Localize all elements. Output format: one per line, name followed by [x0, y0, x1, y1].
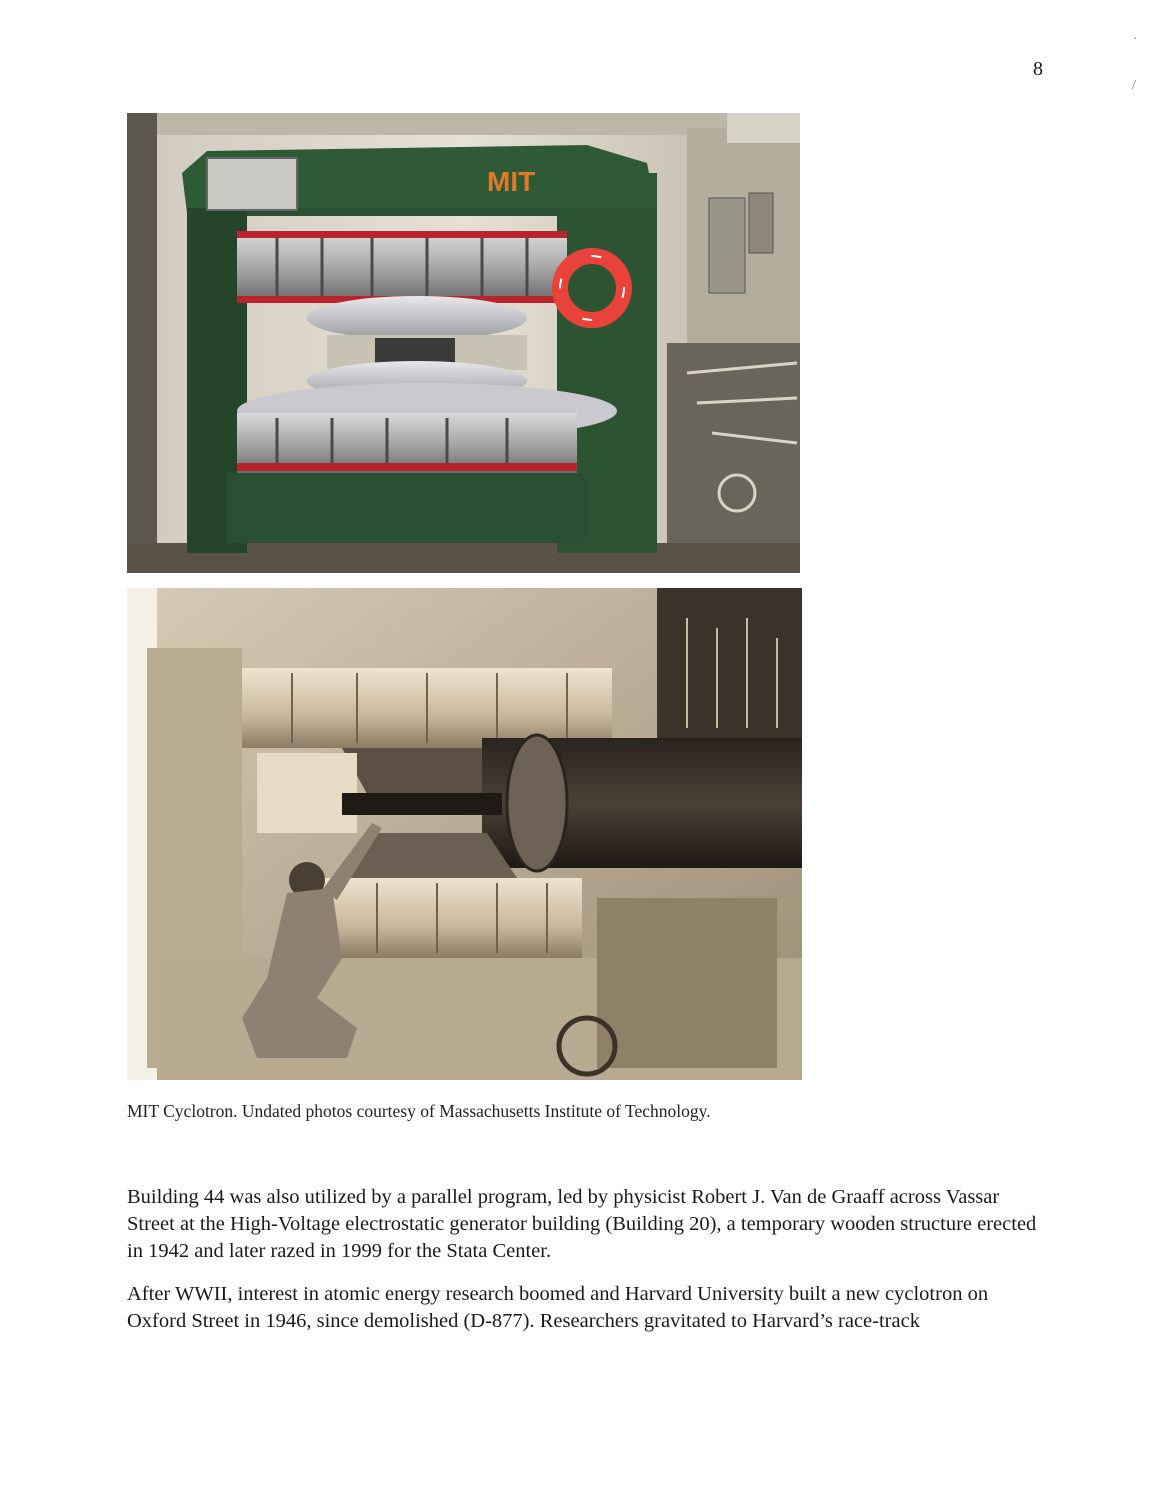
page-number: 8	[1033, 58, 1043, 80]
cyclotron-historic-photo	[127, 588, 802, 1080]
scan-mark: ·	[1133, 32, 1138, 47]
cyclotron-color-photo	[127, 113, 800, 573]
body-paragraph: Building 44 was also utilized by a parallel program, led by physicist Robert J. Van de Graaff across Vassar Street at the High-Voltage electrostatic generator building (Building 20), a temporary wooden structure erected in 1942 and later razed in 1999 for the Stata Center.	[127, 1186, 1037, 1262]
mit-sign-text: MIT	[487, 166, 536, 197]
body-paragraph: After WWII, interest in atomic energy research boomed and Harvard University built a new cyclotron on Oxford Street in 1946, since demolished (D-877). Researchers gravitated to Harvard’s race-track	[127, 1283, 989, 1332]
scan-mark: /	[1132, 78, 1136, 93]
figure-caption: MIT Cyclotron. Undated photos courtesy of Massachusetts Institute of Technology.	[127, 1101, 711, 1121]
